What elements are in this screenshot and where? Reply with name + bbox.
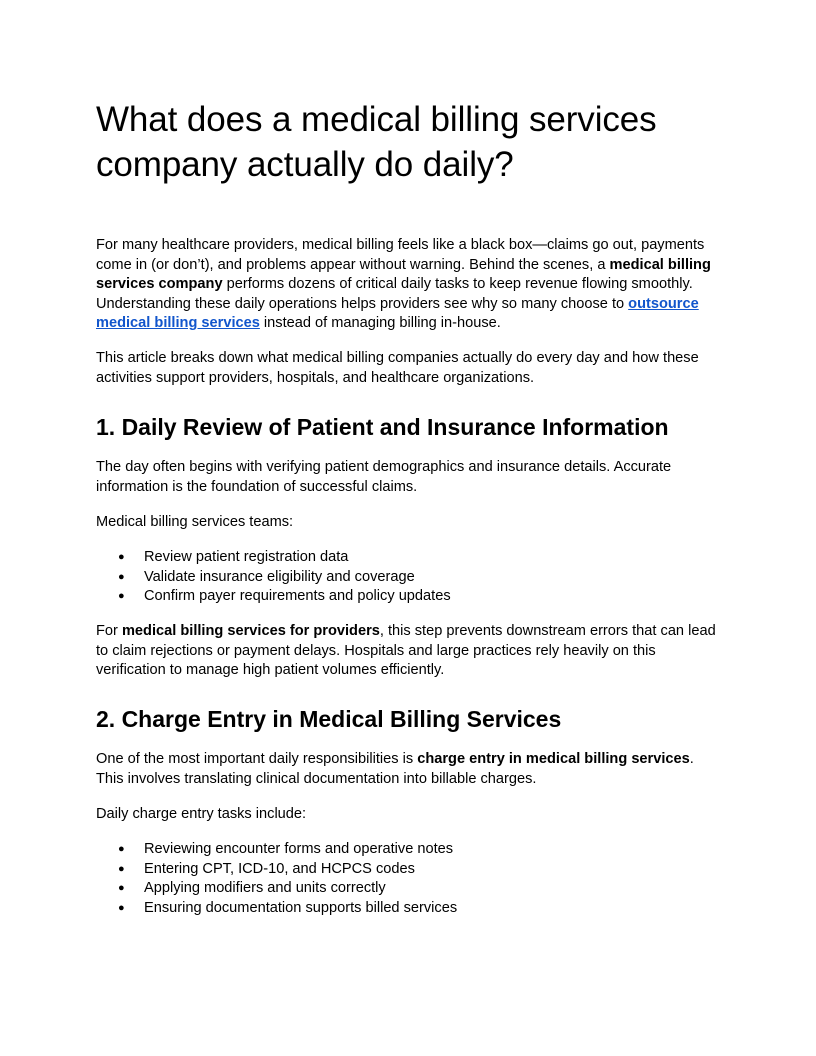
list-item: ● Review patient registration data — [96, 548, 451, 568]
bullet-icon: ● — [118, 901, 125, 914]
bullet-icon: ● — [118, 882, 125, 894]
outsource-billing-link[interactable]: outsource medical billing services — [96, 295, 699, 331]
bullet-icon: ● — [118, 551, 125, 563]
section-2-paragraph-2: Daily charge entry tasks include: — [96, 806, 307, 822]
bullet-icon: ● — [118, 843, 125, 855]
list-item: ● Entering CPT, ICD-10, and HCPCS codes — [96, 860, 457, 880]
bold-billing-for-providers: medical billing services for providers — [121, 623, 380, 639]
intro-paragraph-2: This article breaks down what medical billing companies actually do every day and how these activities support providers, hospitals, and healthcare organizations. — [96, 350, 699, 386]
section-1-paragraph-3: For medical billing services for providers, this step prevents downstream errors that can lead to claim rejections or payment delays. Hospitals and large practices rely heavily on this verification to manage high patient volumes efficiently. — [96, 623, 716, 678]
list-item: ● Reviewing encounter forms and operative notes — [96, 840, 457, 860]
section-1-paragraph-2: Medical billing services teams: — [96, 514, 294, 530]
section-1-bullet-list — [96, 548, 451, 607]
list-item: ● Ensuring documentation supports billed services — [96, 899, 457, 919]
section-1-heading: 1. Daily Review of Patient and Insurance Information — [96, 414, 669, 440]
list-item: ● Applying modifiers and units correctly — [96, 879, 457, 899]
section-2-paragraph-1: One of the most important daily responsibilities is charge entry in medical billing services. This involves translating clinical documentation into billable charges. — [96, 751, 694, 787]
bullet-icon: ● — [118, 590, 125, 602]
page-title: What does a medical billing services company actually do daily? — [96, 100, 657, 184]
list-item: ● Validate insurance eligibility and coverage — [96, 568, 451, 588]
section-2-heading: 2. Charge Entry in Medical Billing Services — [96, 706, 562, 732]
bold-charge-entry: charge entry in medical billing services — [417, 751, 690, 767]
list-item: ● Confirm payer requirements and policy updates — [96, 587, 451, 607]
section-2-bullet-list — [96, 840, 457, 918]
intro-paragraph-1: For many healthcare providers, medical billing feels like a black box—claims go out, payments come in (or don’t), and problems appear without warning. Behind the scenes, a medical billing services company performs dozens of critical daily tasks to keep revenue flowing smoothly. Understanding these daily operations helps providers see why so many choose to outsource medical billing services instead of managing billing in-house. — [96, 237, 711, 331]
bullet-icon: ● — [118, 862, 125, 875]
bullet-icon: ● — [118, 570, 125, 583]
section-1-paragraph-1: The day often begins with verifying patient demographics and insurance details. Accurate information is the foundation of successful claims. — [96, 459, 672, 495]
bold-medical-billing-company: medical billing services company — [96, 256, 711, 292]
